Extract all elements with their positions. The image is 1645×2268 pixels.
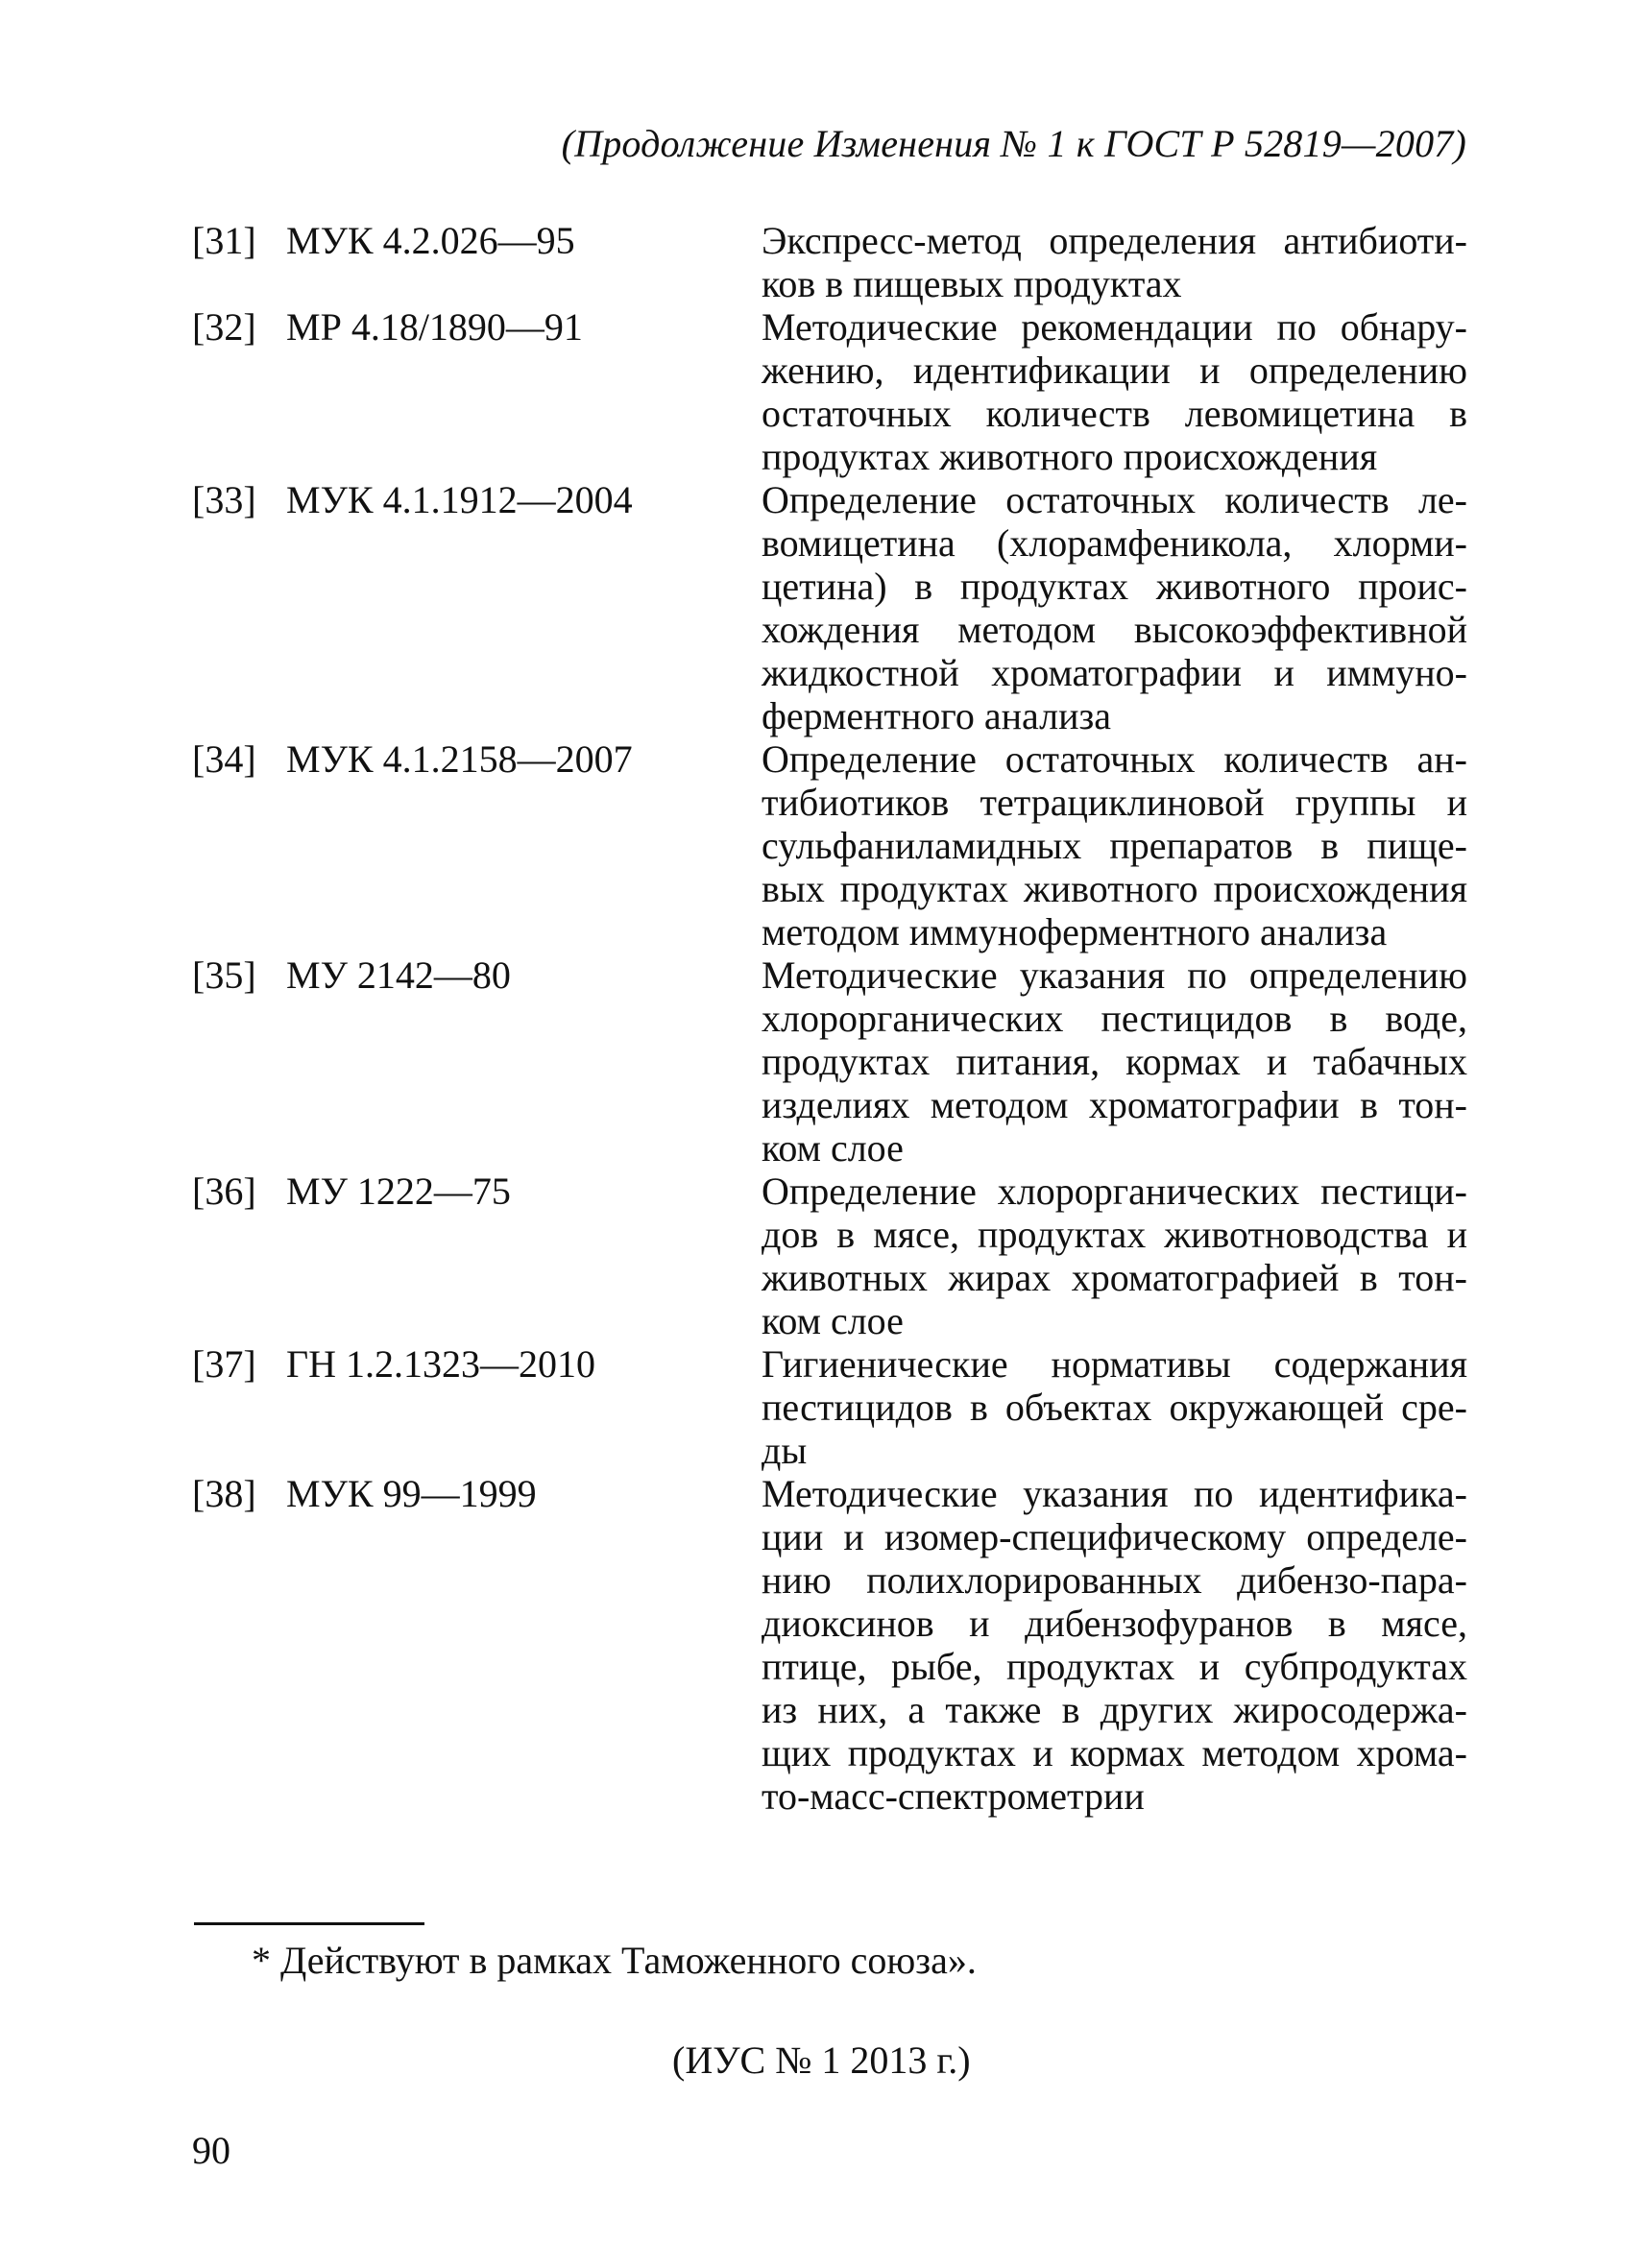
reference-entry — [192, 953, 1469, 1170]
reference-code: МУК 4.1.2158—2007 — [286, 737, 633, 781]
reference-title-line: Методические указания по определению — [762, 953, 1467, 997]
reference-title-line: тибиотиков тетрациклиновой группы и — [762, 781, 1467, 824]
reference-title-line: Гигиенические нормативы содержания — [762, 1342, 1467, 1386]
page-number: 90 — [192, 2129, 230, 2172]
reference-title-line: то-масс-спектрометрии — [762, 1774, 1145, 1818]
source-note: (ИУС № 1 2013 г.) — [672, 2039, 971, 2082]
reference-entry — [192, 478, 1469, 737]
reference-title-line: вых продуктах животного происхождения — [762, 867, 1467, 910]
reference-title-line: методом иммуноферментного анализа — [762, 910, 1388, 953]
reference-entry — [192, 1472, 1469, 1818]
reference-title-line: Методические рекомендации по обнару- — [762, 305, 1467, 349]
reference-title-line: ды — [762, 1429, 808, 1472]
reference-title — [762, 219, 1467, 305]
reference-title-line: Методические указания по идентифика- — [762, 1472, 1467, 1515]
reference-title — [762, 478, 1467, 737]
reference-code: ГН 1.2.1323—2010 — [286, 1342, 596, 1386]
reference-title-line: вомицетина (хлорамфеникола, хлорми- — [762, 521, 1467, 565]
reference-title-line: остаточных количеств левомицетина в — [762, 392, 1467, 435]
reference-number: [36] — [192, 1170, 256, 1213]
reference-number: [32] — [192, 305, 256, 349]
reference-title-line: хлорорганических пестицидов в воде, — [762, 997, 1467, 1040]
reference-title-line: птице, рыбе, продуктах и субпродуктах — [762, 1645, 1467, 1688]
reference-number: [38] — [192, 1472, 256, 1515]
reference-title-line: сульфаниламидных препаратов в пище- — [762, 824, 1467, 867]
reference-title-line: ком слое — [762, 1299, 904, 1342]
page-header: (Продолжение Изменения № 1 к ГОСТ Р 52819—2007) — [561, 122, 1466, 165]
reference-title — [762, 1472, 1467, 1818]
reference-code: МУ 1222—75 — [286, 1170, 511, 1213]
reference-title-line: Определение хлорорганических пестици- — [762, 1170, 1467, 1213]
reference-code: МУ 2142—80 — [286, 953, 511, 997]
reference-title-line: ков в пищевых продуктах — [762, 262, 1182, 305]
reference-title — [762, 953, 1467, 1170]
footnote: * Действуют в рамках Таможенного союза». — [252, 1939, 977, 1982]
reference-list — [192, 219, 1469, 1818]
reference-number: [33] — [192, 478, 256, 521]
reference-title-line: диоксинов и дибензофуранов в мясе, — [762, 1602, 1467, 1645]
reference-title-line: ферментного анализа — [762, 694, 1112, 737]
reference-title-line: продуктах питания, кормах и табачных — [762, 1040, 1467, 1083]
reference-title-line: из них, а также в других жиросодержа- — [762, 1688, 1467, 1731]
reference-number: [31] — [192, 219, 256, 262]
reference-number: [35] — [192, 953, 256, 997]
reference-title — [762, 737, 1467, 953]
reference-code: МУК 4.2.026—95 — [286, 219, 575, 262]
reference-entry — [192, 1170, 1469, 1342]
reference-title-line: изделиях методом хроматографии в тон- — [762, 1083, 1467, 1126]
reference-title-line: Определение остаточных количеств ле- — [762, 478, 1467, 521]
reference-title-line: хождения методом высокоэффективной — [762, 608, 1467, 651]
reference-code: МУК 4.1.1912—2004 — [286, 478, 633, 521]
reference-code: МУК 99—1999 — [286, 1472, 537, 1515]
reference-title-line: дов в мясе, продуктах животноводства и — [762, 1213, 1467, 1256]
reference-title-line: цетина) в продуктах животного проис- — [762, 565, 1467, 608]
reference-title-line: пестицидов в объектах окружающей сре- — [762, 1386, 1467, 1429]
reference-title-line: ком слое — [762, 1126, 904, 1170]
reference-title-line: ции и изомер-специфическому определе- — [762, 1515, 1467, 1558]
reference-code: МР 4.18/1890—91 — [286, 305, 583, 349]
reference-title-line: продуктах животного происхождения — [762, 435, 1378, 478]
reference-entry — [192, 219, 1469, 305]
reference-title-line: жению, идентификации и определению — [762, 349, 1467, 392]
reference-title — [762, 1170, 1467, 1342]
reference-entry — [192, 737, 1469, 953]
reference-entry — [192, 305, 1469, 478]
footnote-divider — [194, 1922, 424, 1925]
reference-title-line: нию полихлорированных дибензо-пара- — [762, 1558, 1467, 1602]
reference-title — [762, 305, 1467, 478]
reference-number: [37] — [192, 1342, 256, 1386]
reference-title-line: Определение остаточных количеств ан- — [762, 737, 1467, 781]
reference-title-line: Экспресс-метод определения антибиоти- — [762, 219, 1467, 262]
reference-title-line: щих продуктах и кормах методом хрома- — [762, 1731, 1467, 1774]
reference-title-line: животных жирах хроматографией в тон- — [762, 1256, 1467, 1299]
reference-entry — [192, 1342, 1469, 1472]
reference-title — [762, 1342, 1467, 1472]
reference-number: [34] — [192, 737, 256, 781]
reference-title-line: жидкостной хроматографии и иммуно- — [762, 651, 1467, 694]
